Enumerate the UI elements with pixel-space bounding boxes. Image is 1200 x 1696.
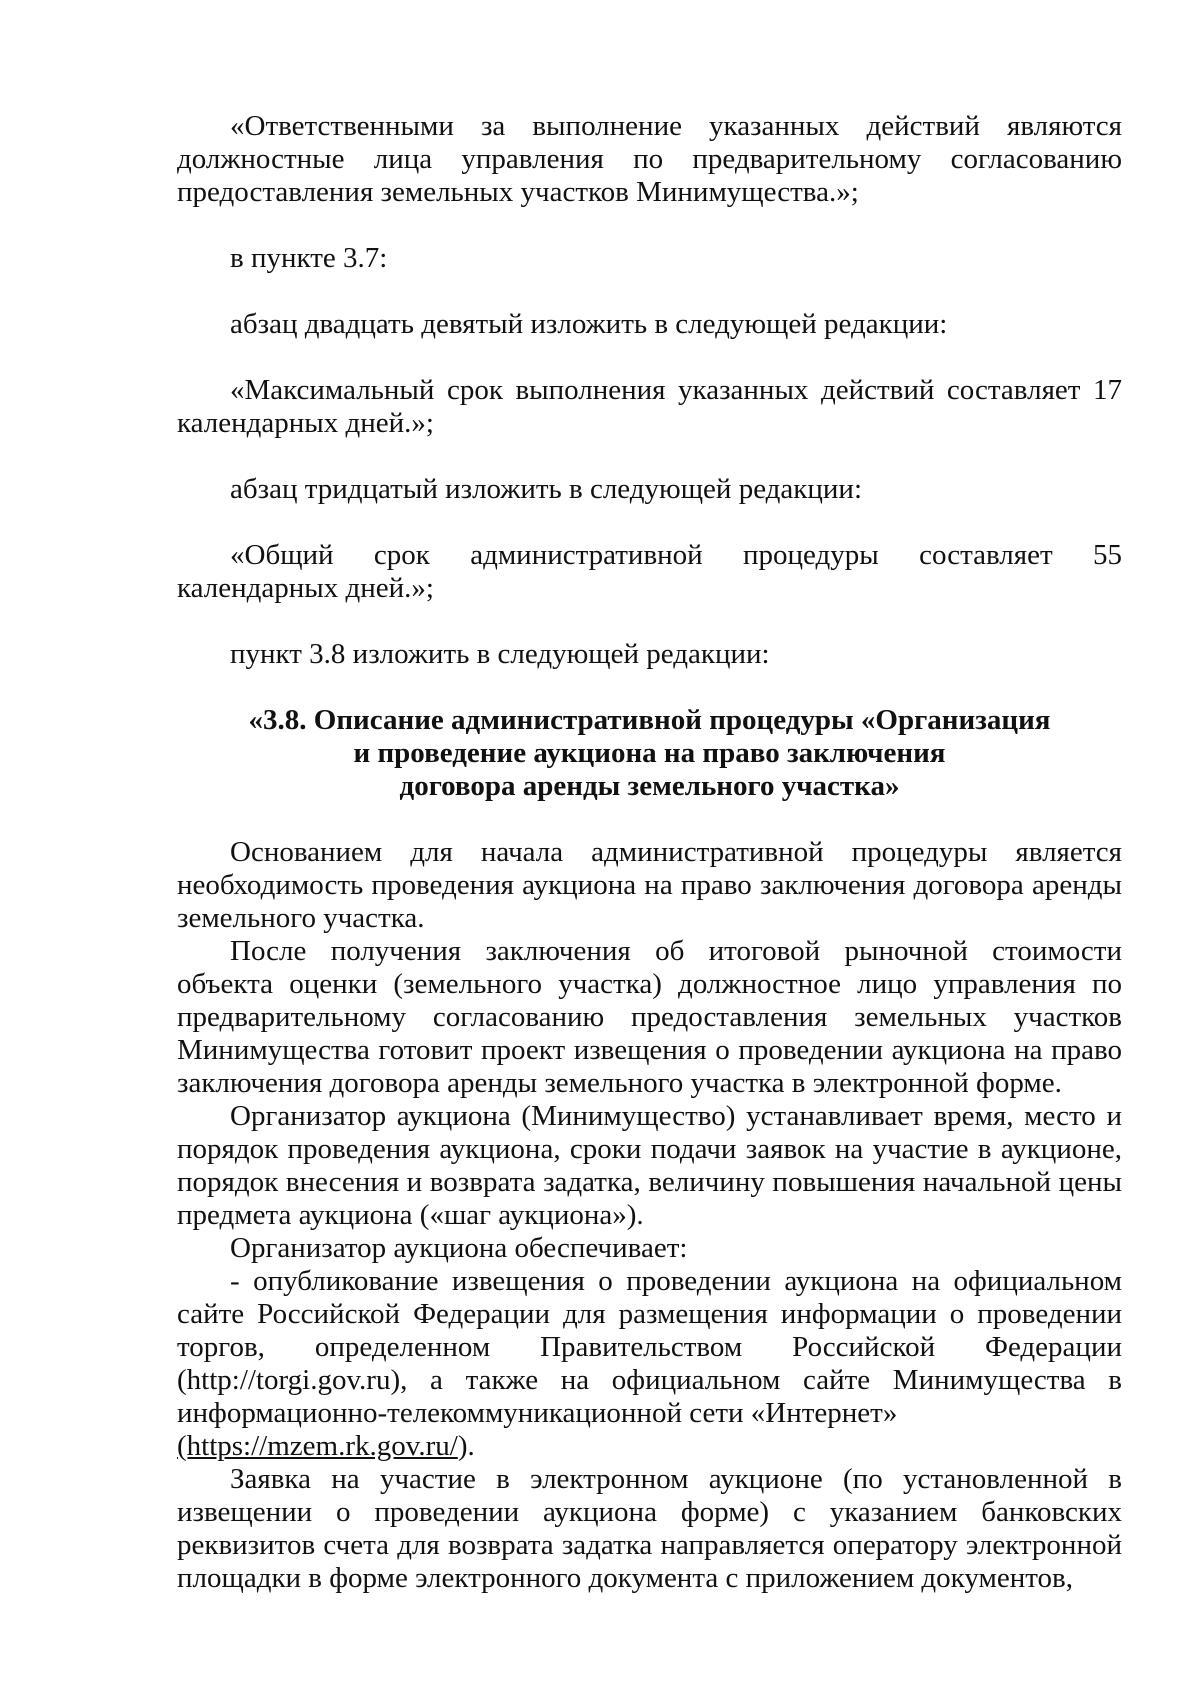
document-content <box>177 110 1122 1595</box>
section-heading-line-3: договора аренды земельного участка» <box>399 770 900 802</box>
publication-text: - опубликование извещения о проведении аукциона на официальном сайте Российской Федерации для размещения информации о проведении торгов, определенном Правительством Российской Федерации (http://torgi.gov.ru), а также на официальном сайте Минимущества в информационно-телекоммуникационной сети «Интернет» <box>177 1265 1122 1429</box>
paragraph-basis: Основанием для начала административной процедуры является необходимость проведения аукциона на право заключения договора аренды земельного участка. <box>177 836 1122 934</box>
paragraph-total-term: «Общий срок административной процедуры составляет 55 календарных дней.»; <box>177 539 1122 604</box>
paragraph-abzac-29: абзац двадцать девятый изложить в следующей редакции: <box>230 308 948 340</box>
section-heading-line-1: «3.8. Описание административной процедуры «Организация <box>248 704 1051 736</box>
paragraph-point-3-8: пункт 3.8 изложить в следующей редакции: <box>230 638 770 670</box>
paragraph-organizer-sets: Организатор аукциона (Минимущество) устанавливает время, место и порядок проведения аукциона, сроки подачи заявок на участие в аукционе, порядок внесения и возврата задатка, величину повышения начальной цены предмета аукциона («шаг аукциона»). <box>177 1100 1122 1231</box>
paragraph-publication <box>177 1265 1122 1463</box>
section-heading-line-2: и проведение аукциона на право заключения <box>353 737 946 769</box>
paragraph-responsible: «Ответственными за выполнение указанных действий являются должностные лица управления по предварительному согласованию предоставления земельных участков Минимущества.»; <box>177 110 1122 208</box>
paragraph-organizer-provides: Организатор аукциона обеспечивает: <box>230 1232 688 1264</box>
paragraph-max-term: «Максимальный срок выполнения указанных действий составляет 17 календарных дней.»; <box>177 374 1122 439</box>
paragraph-after-valuation: После получения заключения об итоговой рыночной стоимости объекта оценки (земельного участка) должностное лицо управления по предварительному согласованию предоставления земельных участков Минимущества готовит проект извещения о проведении аукциона на право заключения договора аренды земельного участка в электронной форме. <box>177 935 1122 1099</box>
mzem-link[interactable]: (https://mzem.rk.gov.ru/ <box>177 1430 458 1462</box>
paragraph-application: Заявка на участие в электронном аукционе (по установленной в извещении о проведении аукциона форме) с указанием банковских реквизитов счета для возврата задатка направляется оператору электронной площадки в форме электронного документа с приложением документов, <box>177 1463 1122 1594</box>
section-heading <box>177 704 1122 803</box>
paragraph-point-3-7: в пункте 3.7: <box>230 242 388 274</box>
publication-tail: ). <box>457 1430 475 1462</box>
paragraph-abzac-30: абзац тридцатый изложить в следующей редакции: <box>230 473 863 505</box>
